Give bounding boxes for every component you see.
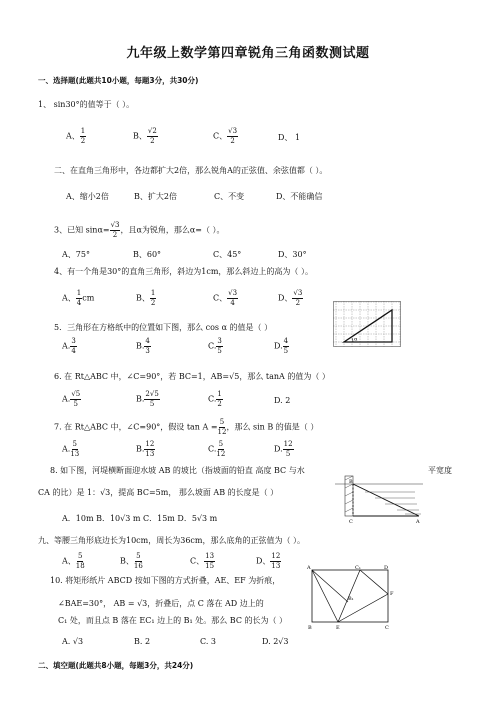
q9-option-c: C、 $\frac{13}{15}$: [190, 552, 215, 570]
q10-label-b: B: [308, 625, 312, 631]
q4-option-a: A、 $\frac{1}{4}$ cm: [62, 289, 95, 307]
q9-option-d: D、 $\frac{12}{13}$: [256, 552, 281, 570]
page-title: 九年级上数学第四章锐角三角函数测试题: [126, 46, 370, 61]
q6-stem: 6. 在 Rt△ABC 中，∠C=90°，若 BC=1，AB=√5，那么 tanA 的值为（ ）: [54, 372, 330, 381]
q8-label-b: B: [349, 479, 353, 485]
q8-line1-right: 平宽度: [428, 466, 452, 475]
q1-option-b: B、 $\frac{√2}{2}$: [133, 127, 157, 145]
q7-option-b: B. $\frac{12}{13}$: [136, 440, 155, 458]
q6-option-c: C. $\frac{1}{2}$: [208, 390, 222, 408]
q6-option-d: D. 2: [274, 396, 291, 405]
q10-line2: ∠BAE=30°， AB = √3，折叠后，点 C 落在 AD 边上的: [58, 599, 264, 608]
q9-stem: 九、等腰三角形底边长为10cm，周长为36cm，那么底角的正弦值为（ ）。: [38, 536, 306, 545]
q7-option-c: C. $\frac{5}{12}$: [208, 440, 226, 458]
q10-line1: 10. 将矩形纸片 ABCD 按如下图的方式折叠，AE、EF 为折痕，: [50, 576, 281, 585]
q3-option-d: D、30°: [278, 250, 307, 259]
q2-option-d: D、不能确信: [276, 192, 323, 201]
q10-label-c1: C₁: [355, 565, 361, 571]
q10-label-c: C: [385, 625, 389, 631]
q10-label-f: F: [390, 591, 394, 597]
q2-option-b: B、扩大2倍: [134, 192, 177, 201]
q5-grid-figure: [333, 301, 401, 347]
q7-option-a: A. $\frac{5}{13}$: [62, 440, 80, 458]
section-1-heading: 一、选择题(此题共10小题，每题3分，共30分): [38, 76, 199, 85]
q2-stem: 二、在直角三角形中，各边都扩大2倍，那么锐角A的正弦值、余弦值都（ ）。: [54, 166, 328, 175]
q10-option-c: C. 3: [200, 637, 217, 646]
q10-label-a: A: [307, 565, 311, 571]
q10-rectangle-fold-figure: [304, 562, 396, 632]
q6-option-a: A. $\frac{√5}{5}$: [62, 390, 81, 408]
q2-option-a: A、缩小2倍: [66, 192, 109, 201]
q8-line1: 8. 如下图，河堤横断面迎水坡 AB 的坡比（指坡面的铅直 高度 BC 与水: [50, 466, 305, 475]
q2-option-c: C、不变: [214, 192, 245, 201]
q1-option-c: C、 $\frac{√3}{2}$: [213, 127, 238, 145]
q9-option-b: B、 $\frac{5}{16}$: [120, 552, 143, 570]
q1-stem: 1、 sin30°的值等于（ ）。: [38, 100, 135, 109]
q5-stem: 5．三角形在方格纸中的位置如下图，那么 cos α 的值是（ ）: [54, 323, 273, 332]
q10-label-b1: B₁: [348, 596, 354, 602]
q5-option-b: B. $\frac{4}{3}$: [136, 337, 150, 355]
q8-options: A．10m B．10√3 m C．15m D．5√3 m: [62, 514, 218, 523]
q5-option-c: C. $\frac{3}{5}$: [208, 337, 222, 355]
q3-option-c: C、45°: [213, 250, 242, 259]
q8-line2: CA 的比）是 1：√3，提高 BC=5m， 那么坡面 AB 的长度是（ ）: [38, 488, 279, 497]
q3-stem: 3、已知 sinα= $\frac{√3}{2}$ ，且α为锐角，那么α=（ ）。: [54, 221, 225, 239]
q9-option-a: A、 $\frac{5}{18}$: [62, 552, 85, 570]
q7-stem: 7. 在 Rt△ABC 中，∠C=90°，假设 tan A = $\frac{5}{12}$ ，那么 sin B 的值是（ ）: [54, 418, 319, 436]
q10-option-a: A. √3: [62, 637, 84, 646]
q3-option-a: A、75°: [62, 250, 90, 259]
q7-option-d: D. $\frac{12}{5}$: [274, 440, 293, 458]
q4-option-d: D、 $\frac{√3}{2}$: [278, 289, 303, 307]
q4-stem: 4、有一个角是30°的直角三角形，斜边为1cm，那么斜边上的高为（ ）。: [54, 267, 313, 276]
q1-option-d: D、 1: [278, 133, 301, 142]
q6-option-b: B. $\frac{2√5}{5}$: [136, 390, 159, 408]
q10-option-b: B. 2: [134, 637, 151, 646]
q5-option-a: A. $\frac{3}{4}$: [62, 337, 76, 355]
q5-option-d: D. $\frac{4}{5}$: [274, 337, 289, 355]
q4-option-c: C、 $\frac{√3}{4}$: [213, 289, 238, 307]
q5-alpha-label: α: [354, 336, 358, 343]
q10-label-d: D: [384, 565, 389, 571]
q8-label-c: C: [349, 519, 353, 525]
q1-option-a: A、 $\frac{1}{2}$: [66, 127, 86, 145]
q8-label-a: A: [416, 519, 420, 525]
q10-option-d: D. 2√3: [262, 637, 289, 646]
q10-line3: C₁ 处，而且点 B 落在 EC₁ 边上的 B₁ 处。那么 BC 的长为（ ）: [58, 616, 288, 625]
section-2-heading: 二、填空题(此题共8小题，每题3分，共24分): [38, 661, 194, 670]
q3-option-b: B、60°: [133, 250, 162, 259]
q8-embankment-figure: [335, 474, 423, 526]
q4-option-b: B、 $\frac{1}{2}$: [136, 289, 156, 307]
q10-label-e: E: [336, 625, 340, 631]
